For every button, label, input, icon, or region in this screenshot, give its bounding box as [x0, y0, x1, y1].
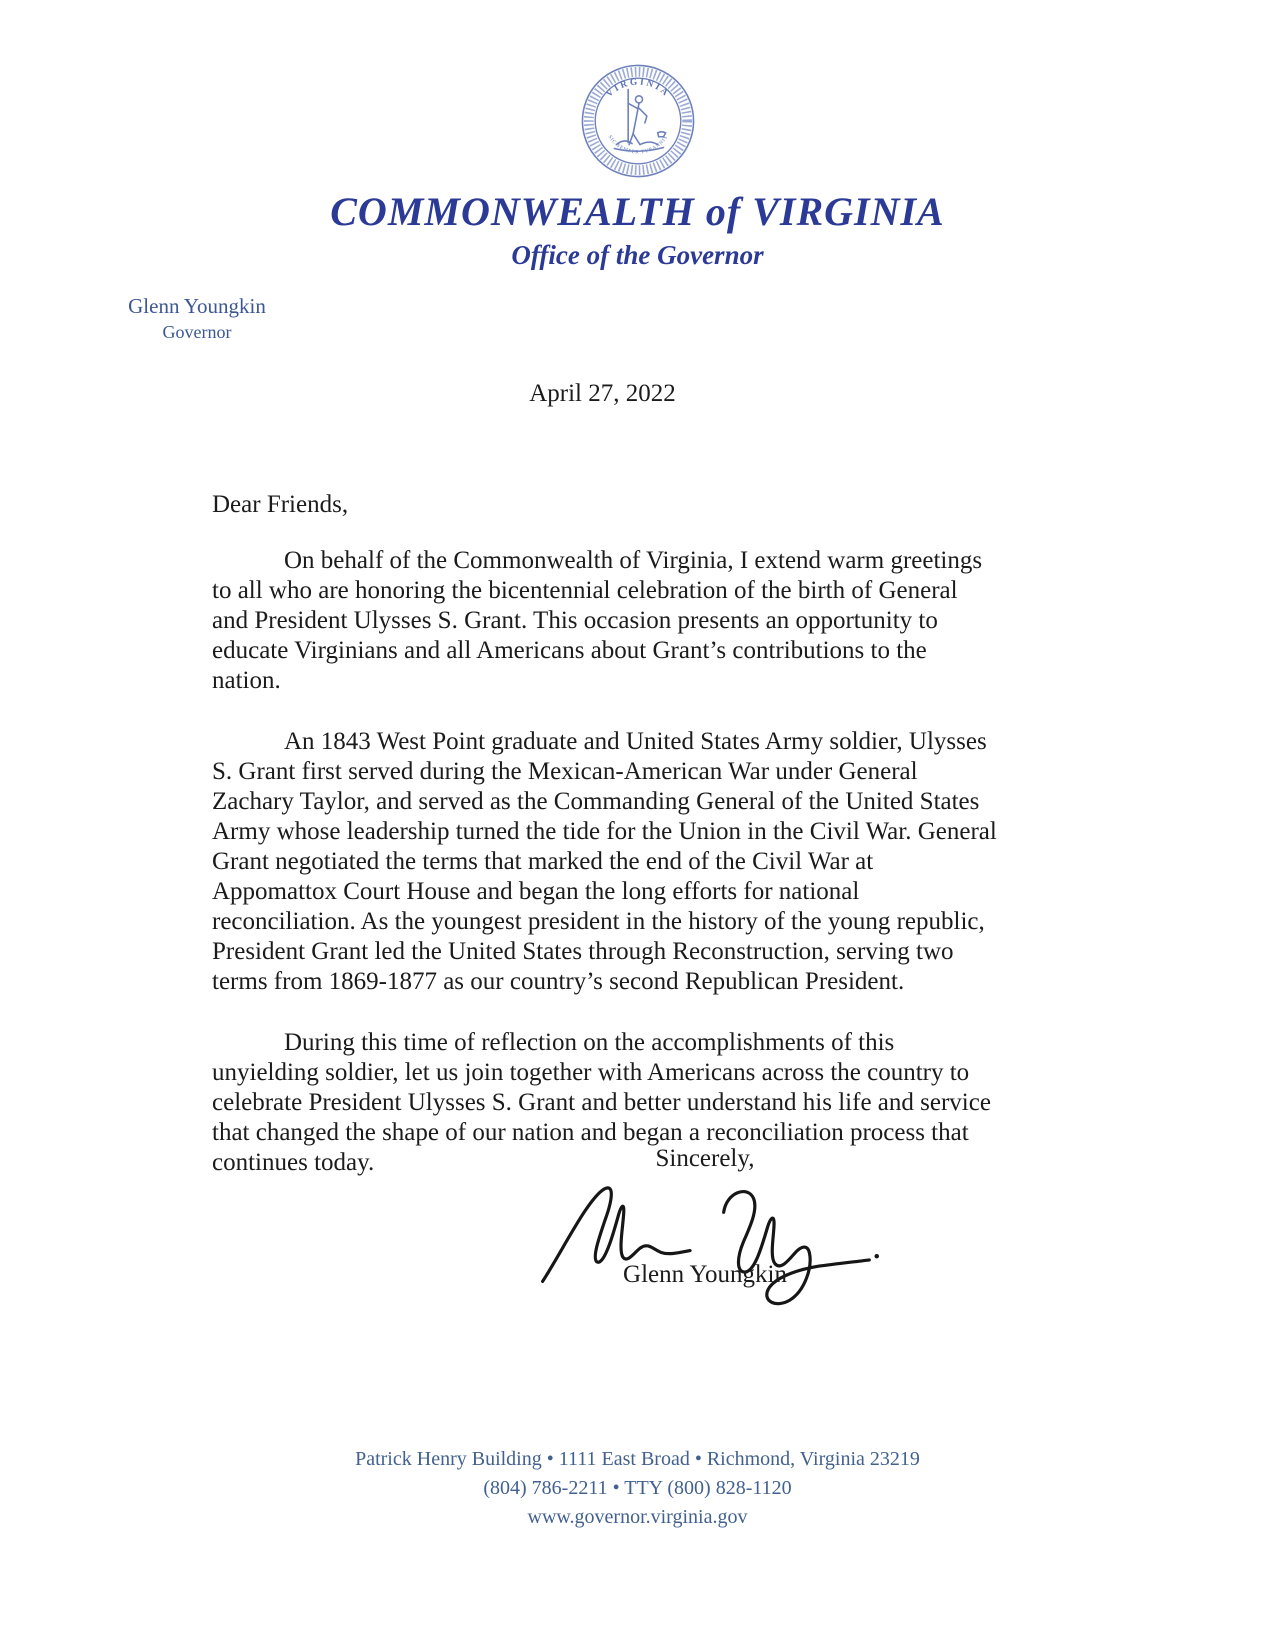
closing-salutation: Sincerely,: [655, 1145, 755, 1172]
salutation: Dear Friends,: [212, 491, 349, 518]
closing-block: [420, 1145, 990, 1289]
seal-virtus-figure: [614, 90, 665, 152]
letter-footer: [0, 1445, 1275, 1532]
governor-title: Governor: [162, 322, 232, 342]
letterhead-official-block: [118, 294, 276, 343]
footer-phone: (804) 786-2211 • TTY (800) 828-1120: [483, 1477, 792, 1499]
seal-graphic: [579, 62, 697, 180]
seal-top-text: VIRGINIA: [603, 77, 672, 100]
letterhead-title: COMMONWEALTH of VIRGINIA: [330, 189, 945, 234]
footer-website: www.governor.virginia.gov: [527, 1506, 748, 1528]
paragraph-3: During this time of reflection on the accomplishments of this unyielding soldier, let us join together with Americans across the country to celebrate President Ulysses S. Grant and better understand his life and service that changed the shape of our nation and began a reconciliation process that continues today.: [212, 1029, 991, 1176]
paragraph-2: An 1843 West Point graduate and United States Army soldier, Ulysses S. Grant first served during the Mexican-American War under General Zachary Taylor, and served as the Commanding General of the United States Army whose leadership turned the tide for the Union in the Civil War. General Grant negotiated the terms that marked the end of the Civil War at Appomattox Court House and began the long efforts for national reconciliation. As the youngest president in the history of the young republic, President Grant led the United States through Reconstruction, serving two terms from 1869-1877 as our country’s second Republican President.: [212, 728, 997, 995]
letter-date: April 27, 2022: [529, 380, 676, 407]
virginia-state-seal: [579, 62, 697, 180]
signature-handwriting: [525, 1175, 885, 1315]
signature-typed-name: Glenn Youngkin: [623, 1261, 787, 1288]
paragraph-1: On behalf of the Commonwealth of Virginia, I extend warm greetings to all who are honoring the bicentennial celebration of the birth of General and President Ulysses S. Grant. This occasion presents an opportunity to educate Virginians and all Americans about Grant’s contributions to the nation.: [212, 547, 983, 694]
letterhead-office: Office of the Governor: [511, 240, 764, 270]
seal-bottom-text: SIC SEMPER TYRANNIS: [606, 134, 669, 156]
letter-body: [212, 490, 997, 1209]
footer-address: Patrick Henry Building • 1111 East Broad • Richmond, Virginia 23219: [355, 1448, 920, 1470]
governor-name: Glenn Youngkin: [128, 294, 266, 318]
